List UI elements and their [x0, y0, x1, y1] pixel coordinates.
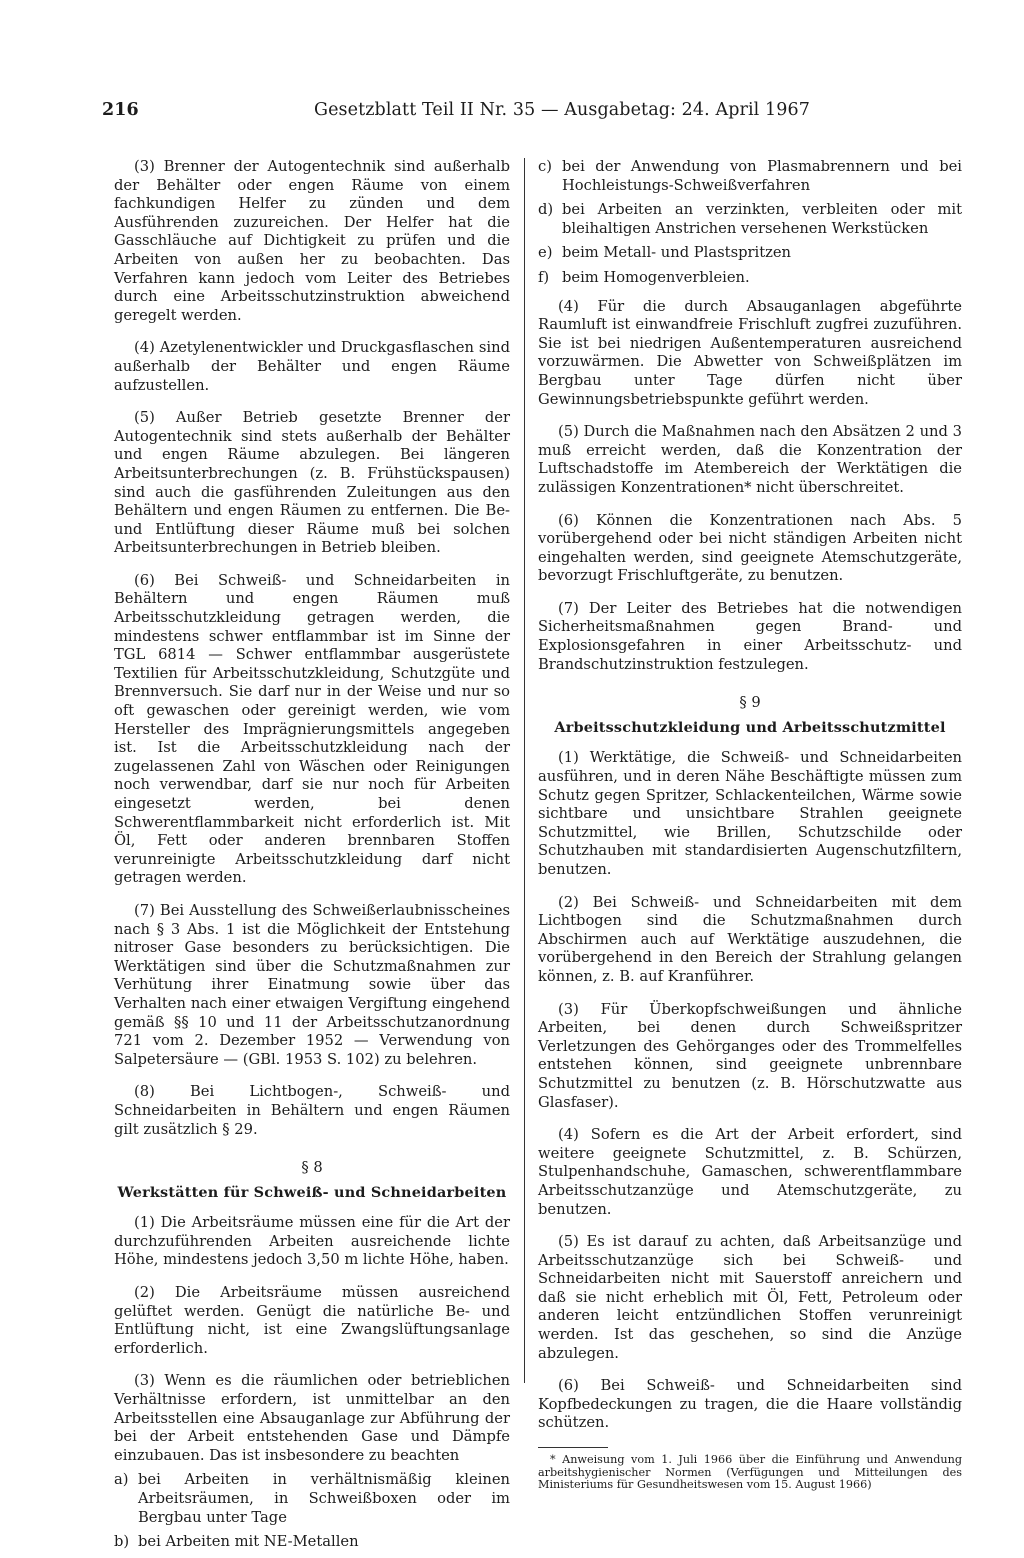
list-item-text: beim Homogenverbleien. — [562, 268, 750, 286]
paragraph: (3) Brenner der Autogentechnik sind außerhalb der Behälter oder engen Räume von einem fachkundigen Helfer zu zünden und dem Ausführenden zuzureichen. Der Helfer hat die Gasschläuche auf Dichtigkeit zu prüfen und die Arbeiten von außen her zu beobachten. Das Verfahren kann jedoch vom Leiter des Betriebes durch eine Arbeitsschutzinstruktion abweichend geregelt werden. — [114, 158, 510, 324]
section-number: § 9 — [739, 694, 761, 712]
paragraph: (2) Bei Schweiß- und Schneidarbeiten mit dem Lichtbogen sind die Schutzmaßnahmen durch Abschirmen auch auf Werktätige auszudehnen, die vorübergehend in den Bereich der Strahlung gelangen können, z. B. auf Kranführer. — [538, 893, 962, 985]
right-column — [538, 158, 962, 1492]
paragraph: (4) Für die durch Absauganlagen abgeführte Raumluft ist einwandfreie Frischluft zugfrei zuzuführen. Sie ist bei niedrigen Außentemperaturen ausreichend vorzuwärmen. Die Abwetter von Schweißplätzen im Bergbau unter Tage dürfen nicht über Gewinnungsbetriebspunkte geführt werden. — [538, 297, 962, 408]
list-item-text: bei Arbeiten in verhältnismäßig kleinen Arbeitsräumen, in Schweißboxen oder im Bergbau unter Tage — [138, 1471, 510, 1526]
paragraph: (5) Durch die Maßnahmen nach den Absätzen 2 und 3 muß erreicht werden, daß die Konzentration der Luftschadstoffe im Atembereich der Werktätigen die zulässigen Konzentrationen* nicht überschreitet. — [538, 423, 962, 496]
list-item-label: a) — [114, 1471, 129, 1489]
column-divider — [524, 158, 525, 1383]
paragraph: (3) Für Überkopfschweißungen und ähnliche Arbeiten, bei denen durch Schweißspritzer Verletzungen des Gehörganges oder des Trommelfelles entstehen können, sind geeignete unbrennbare Schutzmittel zu benutzen (z. B. Hörschutzwatte aus Glasfaser). — [538, 1000, 962, 1111]
paragraph: (6) Bei Schweiß- und Schneidarbeiten in Behältern und engen Räumen muß Arbeitsschutzkleidung getragen werden, die mindestens schwer entflammbar ist im Sinne der TGL 6814 — Schwer entflammbar ausgerüstete Textilien für Arbeitsschutzkleidung, Schutzgüte und Brennversuch. Sie darf nur in der Weise und nur so oft gewaschen oder gereinigt werden, wie vom Hersteller des Imprägnierungsmittels angegeben ist. Ist die Arbeitsschutzkleidung nach der zugelassenen Zahl von Wäschen oder Reinigungen noch verwendbar, darf sie nur noch für Arbeiten eingesetzt werden, bei denen Schwerentflammbarkeit nicht erforderlich ist. Mit Öl, Fett oder anderen brennbaren Stoffen verunreinigte Arbeitsschutzkleidung darf nicht getragen werden. — [114, 571, 510, 887]
paragraph: (5) Außer Betrieb gesetzte Brenner der Autogentechnik sind stets außerhalb der Behälter und engen Räume abzulegen. Bei längeren Arbeitsunterbrechungen (z. B. Frühstückspausen) sind auch die gasführenden Zuleitungen aus den Behältern und engen Räumen zu entfernen. Die Be- und Entlüftung dieser Räume muß bei solchen Arbeitsunterbrechungen in Betrieb bleiben. — [114, 409, 510, 557]
section-heading: Arbeitsschutzkleidung und Arbeitsschutzmittel — [554, 718, 946, 736]
paragraph: (3) Wenn es die räumlichen oder betrieblichen Verhältnisse erfordern, ist unmittelbar an den Arbeitsstellen eine Absauganlage zur Abführung der bei der Arbeit entstehenden Gase und Dämpfe einzubauen. Das ist insbesondere zu beachten — [114, 1372, 510, 1464]
gazette-title: Gesetzblatt Teil II Nr. 35 — Ausgabetag: 24. April 1967 — [314, 100, 810, 120]
list-item-label: f) — [538, 268, 550, 286]
page-number: 216 — [102, 100, 139, 120]
section-heading: Werkstätten für Schweiß- und Schneidarbeiten — [117, 1183, 507, 1201]
paragraph: (7) Der Leiter des Betriebes hat die notwendigen Sicherheitsmaßnahmen gegen Brand- und Explosionsgefahren in einer Arbeitsschutz- und Brandschutzinstruktion festzulegen. — [538, 599, 962, 673]
paragraph: (6) Bei Schweiß- und Schneidarbeiten sind Kopfbedeckungen zu tragen, die die Haare vollständig schützen. — [538, 1377, 962, 1432]
paragraph: (7) Bei Ausstellung des Schweißerlaubnisscheines nach § 3 Abs. 1 ist die Möglichkeit der Entstehung nitroser Gase besonders zu berücksichtigen. Die Werktätigen sind über die Schutzmaßnahmen zur Verhütung ihrer Einatmung sowie über das Verhalten nach einer etwaigen Vergiftung eingehend gemäß §§ 10 und 11 der Arbeitsschutzanordnung 721 vom 2. Dezember 1952 — Verwendung von Salpetersäure — (GBl. 1953 S. 102) zu belehren. — [114, 901, 510, 1068]
list-item — [538, 158, 962, 195]
footnote: * Anweisung vom 1. Juli 1966 über die Einführung und Anwendung arbeitshygienischer Normen (Verfügungen und Mitteilungen des Ministeriums für Gesundheitswesen vom 15. August 1966) — [538, 1453, 962, 1492]
list-item — [114, 1471, 510, 1527]
paragraph: (4) Azetylenentwickler und Druckgasflaschen sind außerhalb der Behälter und engen Räume aufzustellen. — [114, 339, 510, 394]
paragraph: (1) Werktätige, die Schweiß- und Schneidarbeiten ausführen, und in deren Nähe Beschäftigte müssen zum Schutz gegen Spritzer, Schlackenteilchen, Wärme sowie sichtbare und unsichtbare Strahlen geeignete Schutzmittel, wie Brillen, Schutzschilde oder Schutzhauben mit standardisierten Augenschutzfiltern, benutzen. — [538, 749, 962, 878]
list-item-text: beim Metall- und Plastspritzen — [562, 244, 792, 262]
list-item — [538, 201, 962, 238]
footnote-rule — [538, 1447, 608, 1448]
paragraph: (6) Können die Konzentrationen nach Abs. 5 vorübergehend oder bei nicht ständigen Arbeiten nicht eingehalten werden, sind geeignete Atemschutzgeräte, bevorzugt Frischluftgeräte, zu benutzen. — [538, 511, 962, 585]
list-item — [114, 1533, 510, 1552]
paragraph: (5) Es ist darauf zu achten, daß Arbeitsanzüge und Arbeitsschutzanzüge sich bei Schweiß- und Schneidarbeiten nicht mit Sauerstoff anreichern und daß sie nicht erheblich mit Öl, Fett, Petroleum oder anderen leicht entzündlichen Stoffen verunreinigt werden. Ist das geschehen, so sind die Anzüge abzulegen. — [538, 1233, 962, 1362]
list-item-text: bei Arbeiten an verzinkten, verbleiten oder mit bleihaltigen Anstrichen versehenen Werkstücken — [562, 201, 962, 237]
paragraph: (4) Sofern es die Art der Arbeit erfordert, sind weitere geeignete Schutzmittel, z. B. Schürzen, Stulpenhandschuhe, Gamaschen, schwerentflammbare Arbeitsschutzanzüge und Atemschutzgeräte, zu benutzen. — [538, 1126, 962, 1218]
list-item-label: e) — [538, 244, 553, 262]
list-item-label: d) — [538, 201, 554, 219]
paragraph: (1) Die Arbeitsräume müssen eine für die Art der durchzuführenden Arbeiten ausreichende lichte Höhe, mindestens jedoch 3,50 m lichte Höhe, haben. — [114, 1214, 510, 1269]
paragraph: (2) Die Arbeitsräume müssen ausreichend gelüftet werden. Genügt die natürliche Be- und Entlüftung nicht, ist eine Zwangslüftungsanlage erforderlich. — [114, 1284, 510, 1357]
list-item-text: bei Arbeiten mit NE-Metallen — [138, 1533, 359, 1551]
section-number: § 8 — [301, 1159, 323, 1177]
paragraph: (8) Bei Lichtbogen-, Schweiß- und Schneidarbeiten in Behältern und engen Räumen gilt zusätzlich § 29. — [114, 1083, 510, 1138]
left-column — [114, 158, 510, 1558]
list-item-label: c) — [538, 158, 552, 175]
list-item-text: bei der Anwendung von Plasmabrennern und bei Hochleistungs-Schweißverfahren — [562, 158, 962, 194]
list-item-label: b) — [114, 1533, 130, 1551]
list-item — [538, 244, 962, 263]
list-item — [538, 269, 962, 288]
